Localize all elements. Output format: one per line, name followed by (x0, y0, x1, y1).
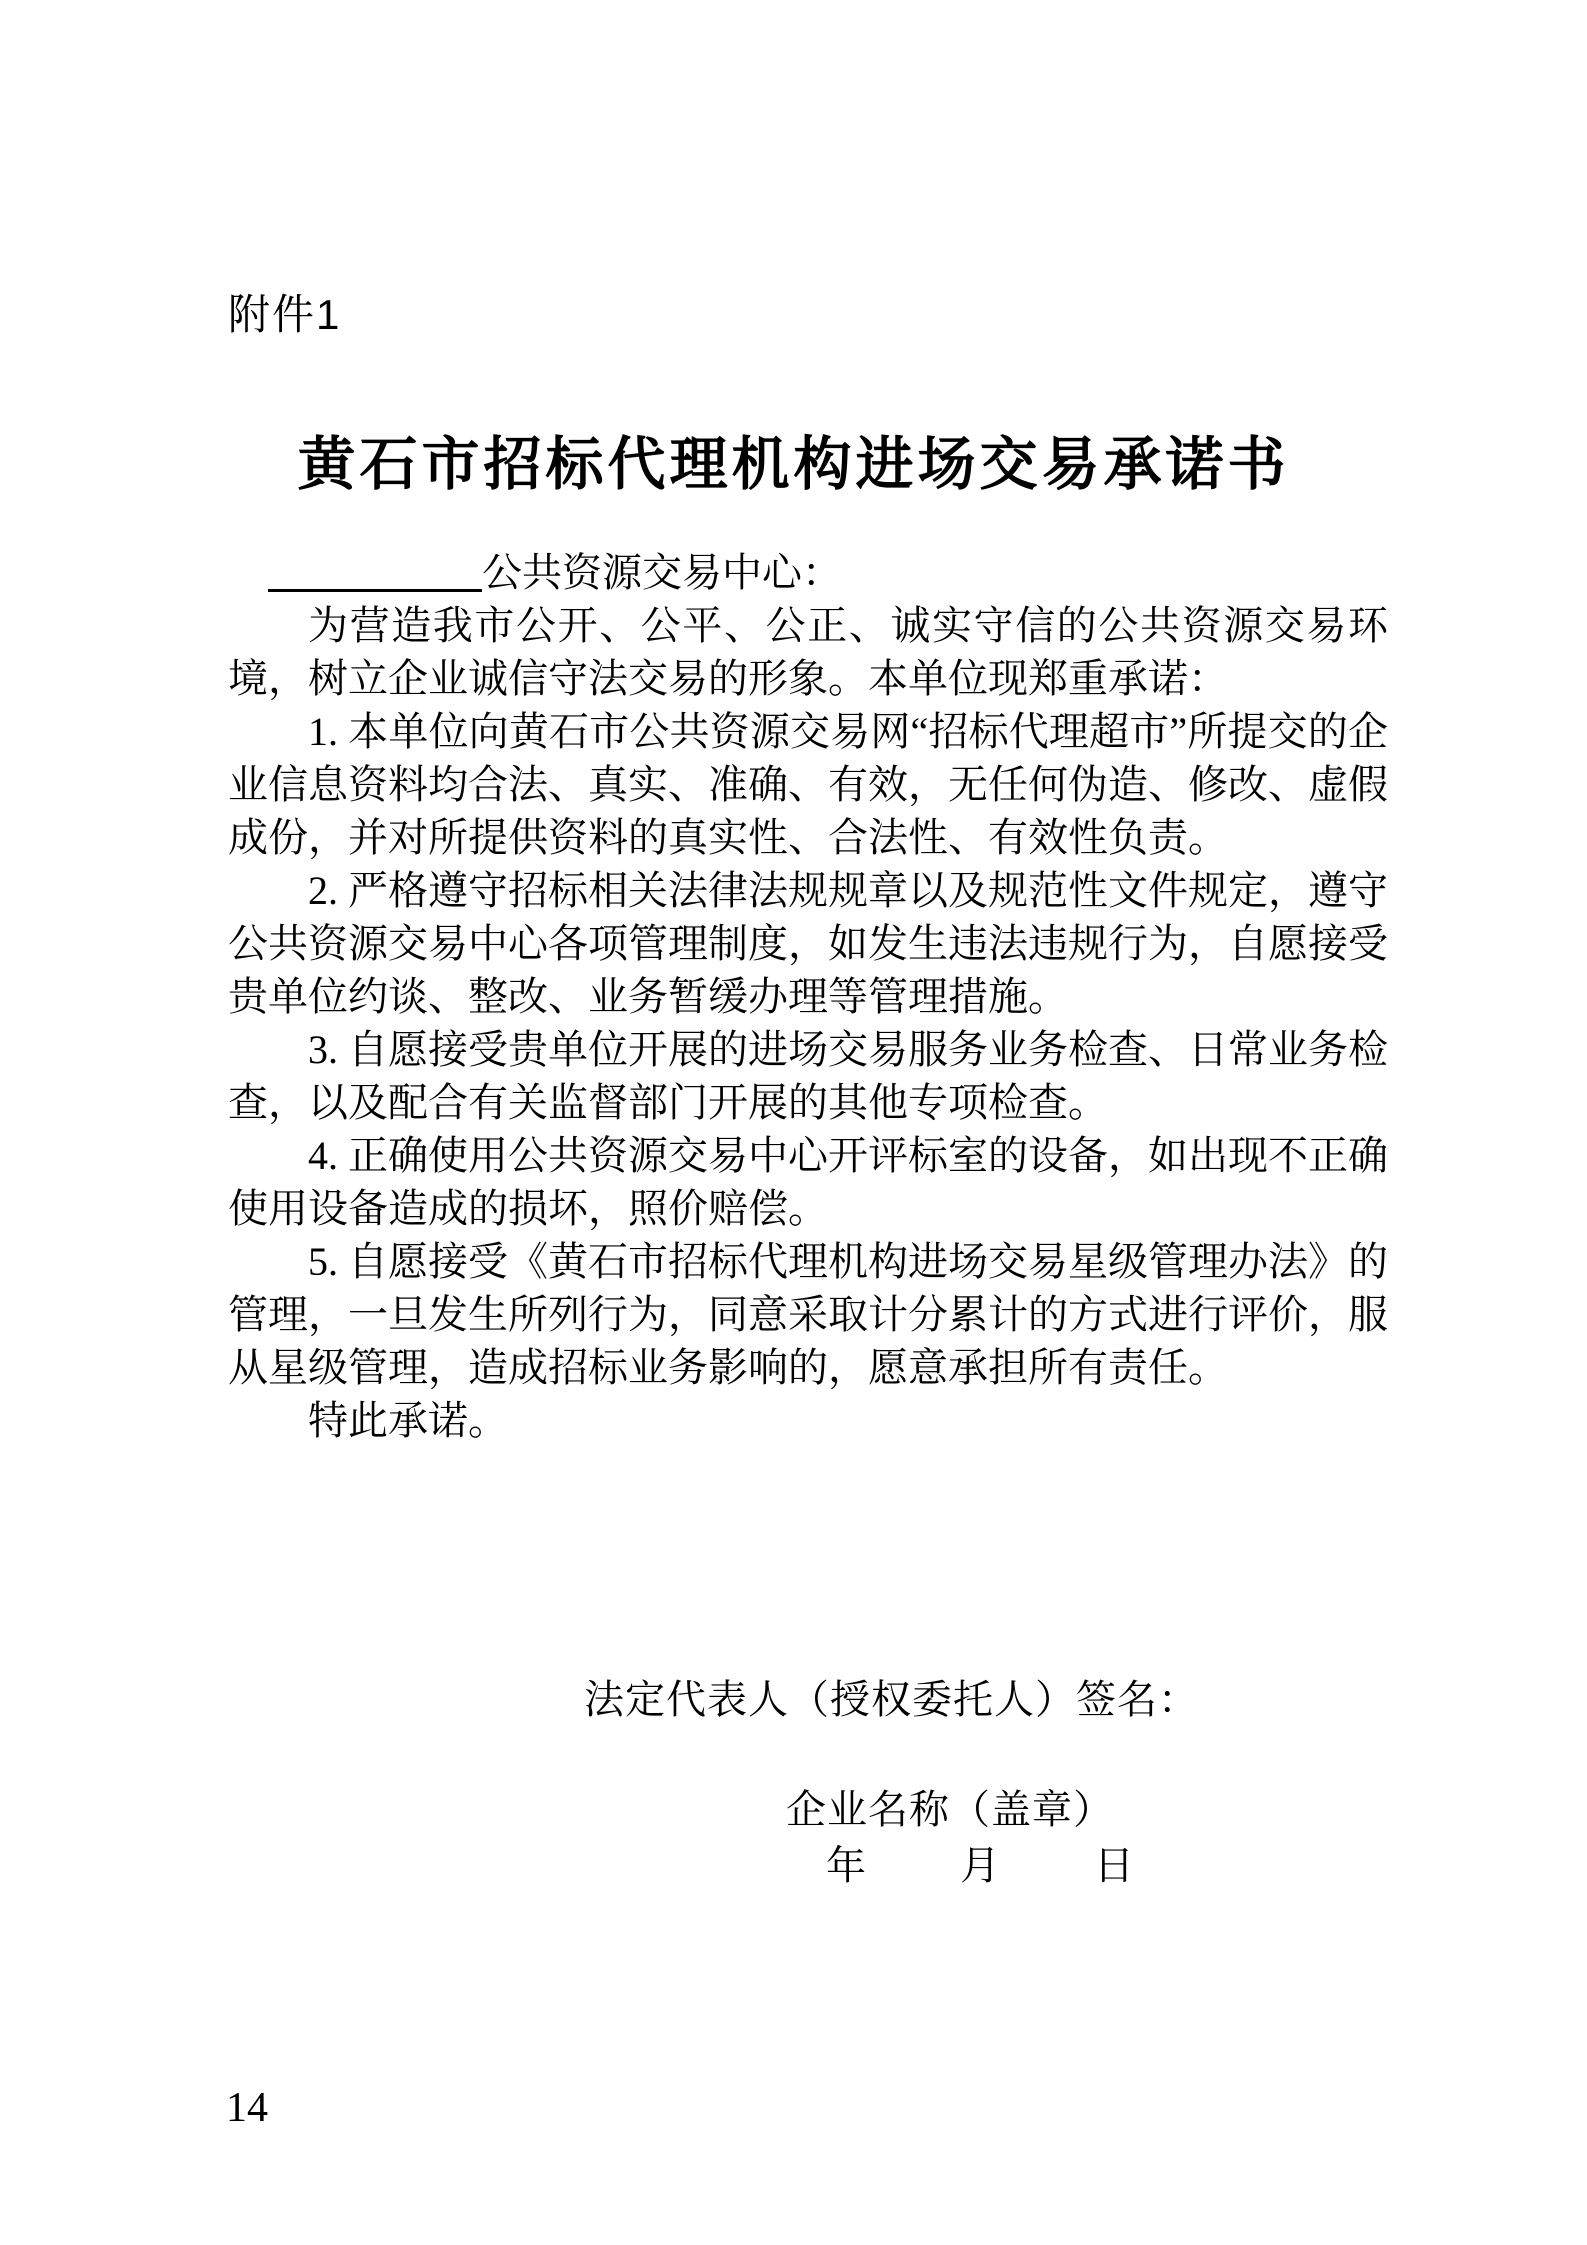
attachment-label: 附件1 (228, 291, 342, 338)
company-seal-line: 企业名称（盖章） (786, 1787, 1114, 1832)
page-number: 14 (226, 2085, 268, 2131)
body-paragraph: 2. 严格遵守招标相关法律法规规章以及规范性文件规定，遵守公共资源交易中心各项管理制度，如发生违法违规行为，自愿接受贵单位约谈、整改、业务暂缓办理等管理措施。 (228, 868, 1388, 1019)
salutation-text: 公共资源交易中心： (482, 550, 842, 595)
recipient-blank-line (268, 581, 482, 592)
date-line (826, 1834, 1135, 1891)
body-paragraph: 3. 自愿接受贵单位开展的进场交易服务业务检查、日常业务检查，以及配合有关监督部门开展的其他专项检查。 (228, 1027, 1388, 1125)
date-month-label: 月 (960, 1843, 1001, 1888)
document-body (228, 546, 1388, 1447)
closing-statement: 特此承诺。 (308, 1398, 508, 1443)
date-day-label: 日 (1094, 1843, 1135, 1888)
body-paragraph: 1. 本单位向黄石市公共资源交易网“招标代理超市”所提交的企业信息资料均合法、真实、准确、有效，无任何伪造、修改、虚假成份，并对所提供资料的真实性、合法性、有效性负责。 (228, 709, 1388, 860)
body-paragraph: 4. 正确使用公共资源交易中心开评标室的设备，如出现不正确使用设备造成的损坏，照价赔偿。 (228, 1133, 1388, 1231)
signer-signature-line: 法定代表人（授权委托人）签名： (584, 1677, 1199, 1722)
page-title: 黄石市招标代理机构进场交易承诺书 (297, 432, 1290, 497)
body-paragraph: 5. 自愿接受《黄石市招标代理机构进场交易星级管理办法》的管理，一旦发生所列行为，同意采取计分累计的方式进行评价，服从星级管理，造成招标业务影响的，愿意承担所有责任。 (228, 1239, 1388, 1390)
salutation-line (228, 546, 1388, 599)
date-year-label: 年 (826, 1843, 867, 1888)
body-paragraph: 为营造我市公开、公平、公正、诚实守信的公共资源交易环境，树立企业诚信守法交易的形象。本单位现郑重承诺： (228, 603, 1388, 701)
